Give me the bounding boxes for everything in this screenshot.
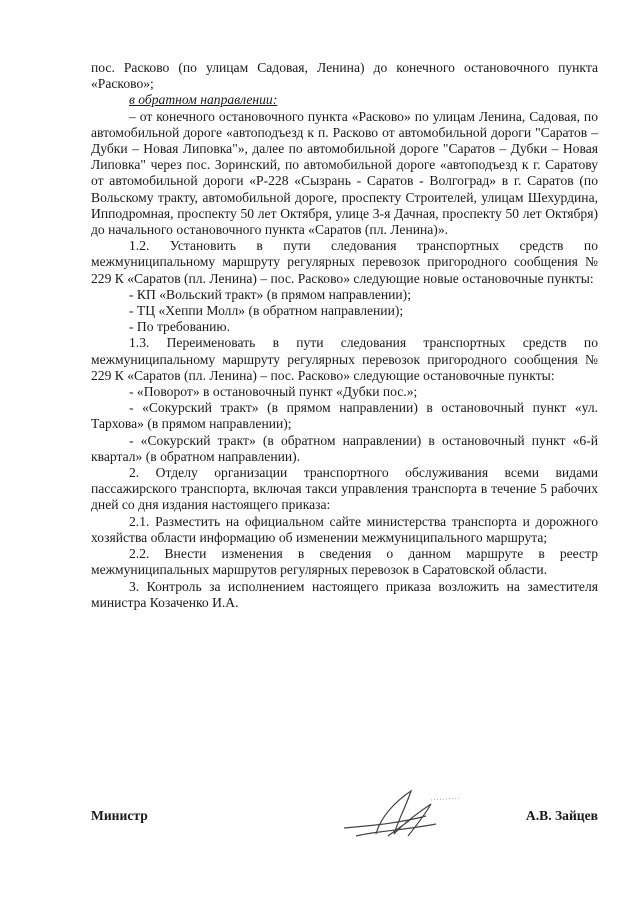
paragraph-2-1: 2.1. Разместить на официальном сайте министерства транспорта и дорожного хозяйства области информацию об изменении межмуниципального маршрута; <box>91 513 598 545</box>
document-body <box>91 60 598 611</box>
paragraph-3: 3. Контроль за исполнением настоящего приказа возложить на заместителя министра Козаченко И.А. <box>91 578 598 610</box>
signature-block <box>91 808 598 838</box>
paragraph-reverse-direction-heading: в обратном направлении: <box>129 92 278 108</box>
handwritten-signature <box>336 786 466 846</box>
list-item-rename-3: - «Сокурский тракт» (в обратном направлении) в остановочный пункт «6-й квартал» (в обратном направлении). <box>91 432 598 464</box>
paragraph-2: 2. Отделу организации транспортного обслуживания всеми видами пассажирского транспорта, включая такси управления транспорта в течение 5 рабочих дней со дня издания настоящего приказа: <box>91 465 598 513</box>
paragraph-1-2: 1.2. Установить в пути следования транспортных средств по межмуниципальному маршруту регулярных перевозок пригородного сообщения № 229 К «Саратов (пл. Ленина) – пос. Расково» следующие новые остановочные пункты: <box>91 238 598 286</box>
paragraph-reverse-route: – от конечного остановочного пункта «Расково» по улицам Ленина, Садовая, по автомобильной дороге «автоподъезд к п. Расково от автомобильной дороги "Саратов – Дубки – Новая Липовка"», далее по автомобильной дороге "Саратов – Дубки – Новая Липовка" через пос. Зоринский, по автомобильной дороге «автоподъезд к г. Саратову от автомобильной дороги «Р-228 «Сызрань - Саратов - Волгоград» в г. Саратов (по Вольскому тракту, автомобильной дороге, проспекту Строителей, улицам Шехурдина, Ипподромная, проспекту 50 лет Октября, улице 3-я Дачная, проспекту 50 лет Октября) до начального остановочного пункта «Саратов (пл. Ленина)». <box>91 108 598 238</box>
paragraph-1-3: 1.3. Переименовать в пути следования транспортных средств по межмуниципальному маршруту регулярных перевозок пригородного сообщения № 229 К «Саратов (пл. Ленина) – пос. Расково» следующие остановочные пункты: <box>91 335 598 383</box>
signatory-name: А.В. Зайцев <box>525 808 598 823</box>
paragraph-route-end: пос. Расково (по улицам Садовая, Ленина) до конечного остановочного пункта «Расково»; <box>91 60 598 92</box>
list-item-new-stop-1: - КП «Вольский тракт» (в прямом направлении); <box>129 286 411 302</box>
signatory-role: Министр <box>91 808 148 823</box>
list-item-new-stop-3: - По требованию. <box>129 319 230 335</box>
paragraph-2-2: 2.2. Внести изменения в сведения о данном маршруте в реестр межмуниципальных маршрутов регулярных перевозок в Саратовской области. <box>91 546 598 578</box>
list-item-new-stop-2: - ТЦ «Хеппи Молл» (в обратном направлении); <box>129 303 404 319</box>
list-item-rename-2: - «Сокурский тракт» (в прямом направлении) в остановочный пункт «ул. Тархова» (в прямом направлении); <box>91 400 598 432</box>
list-item-rename-1: - «Поворот» в остановочный пункт «Дубки пос.»; <box>129 384 418 400</box>
